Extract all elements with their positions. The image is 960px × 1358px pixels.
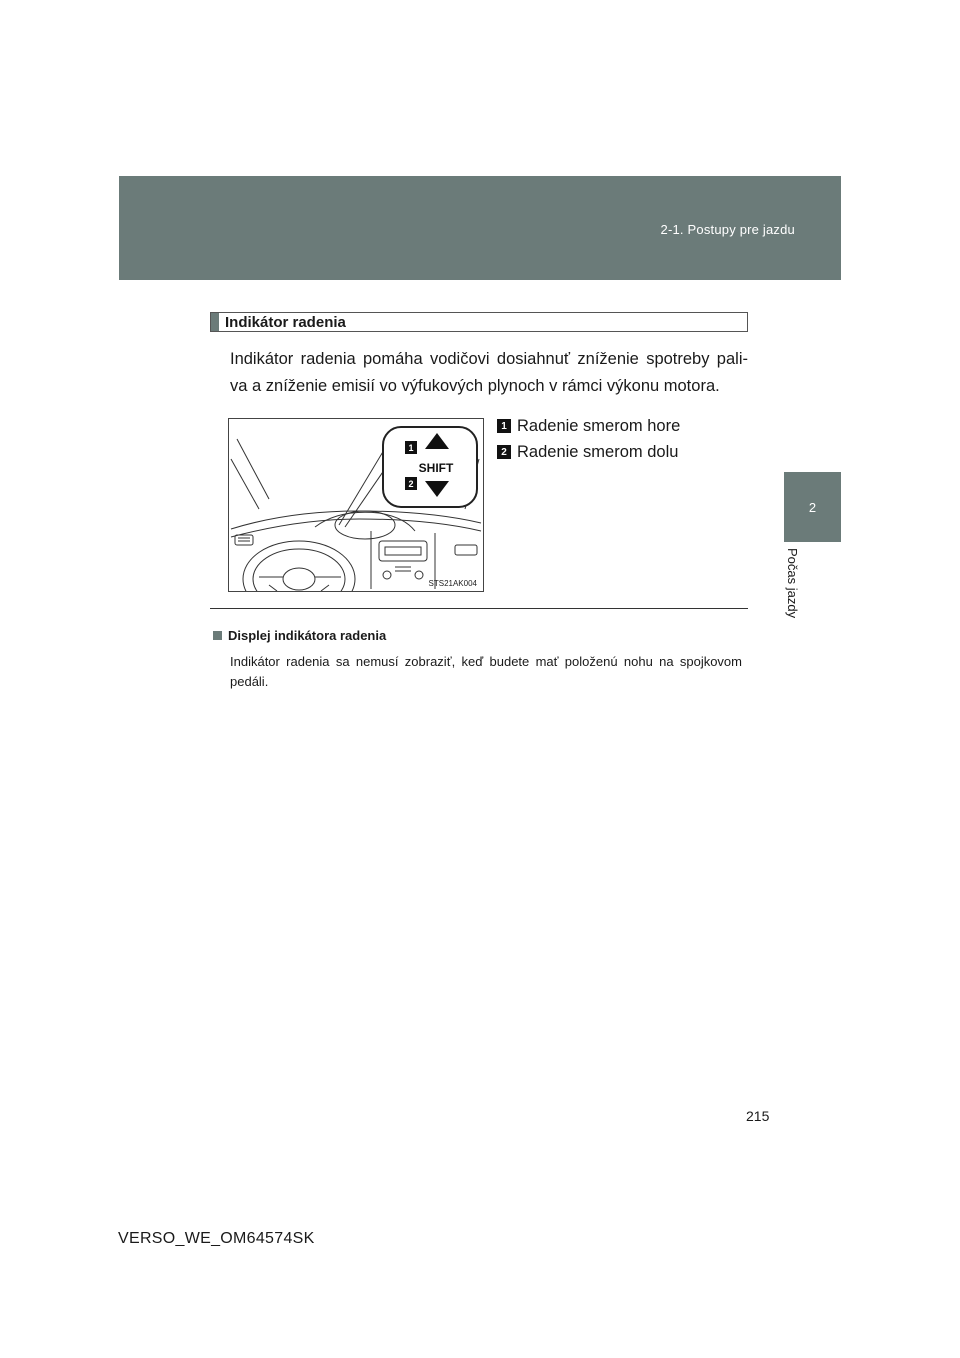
- legend-label: Radenie smerom hore: [517, 416, 681, 435]
- dashboard-drawing: [229, 419, 483, 591]
- legend-item: [497, 440, 680, 464]
- callout-number-2: 2: [408, 479, 414, 489]
- legend-number-badge: 1: [497, 419, 511, 433]
- legend-item: [497, 414, 680, 438]
- chapter-side-label: [770, 548, 820, 628]
- note-title: Displej indikátora radenia: [228, 628, 387, 643]
- page-number: 215: [746, 1108, 770, 1124]
- section-title: Indikátor radenia: [225, 313, 346, 331]
- legend-label: Radenie smerom dolu: [517, 442, 679, 461]
- chapter-label: Počas jazdy: [785, 548, 800, 619]
- header-section-title: 2-1. Postupy pre jazdu: [660, 222, 795, 237]
- bullet-square-icon: [213, 631, 222, 640]
- document-code: VERSO_WE_OM64574SK: [118, 1230, 315, 1247]
- section-heading: [210, 312, 748, 332]
- figure-code: STS21AK004: [428, 579, 477, 588]
- note-body: Indikátor radenia sa nemusí zobraziť, keď budete mať položenú nohu na spojkovom pedáli.: [230, 654, 742, 689]
- dashboard-illustration: [228, 418, 484, 592]
- intro-paragraph: Indikátor radenia pomáha vodičovi dosiahnuť zníženie spotreby pali- va a zníženie emisií vo výfukových plynoch v rámci výkonu motora.: [230, 350, 748, 395]
- callout-number-1: 1: [408, 443, 414, 453]
- chapter-tab: [784, 472, 841, 542]
- header-band: [119, 176, 841, 280]
- legend-number-badge: 2: [497, 445, 511, 459]
- note-heading: [213, 628, 386, 643]
- section-divider: [210, 608, 748, 609]
- shift-label: SHIFT: [418, 461, 454, 475]
- heading-accent-bar: [211, 313, 219, 331]
- figure-legend: [497, 414, 680, 466]
- chapter-number: 2: [808, 499, 817, 515]
